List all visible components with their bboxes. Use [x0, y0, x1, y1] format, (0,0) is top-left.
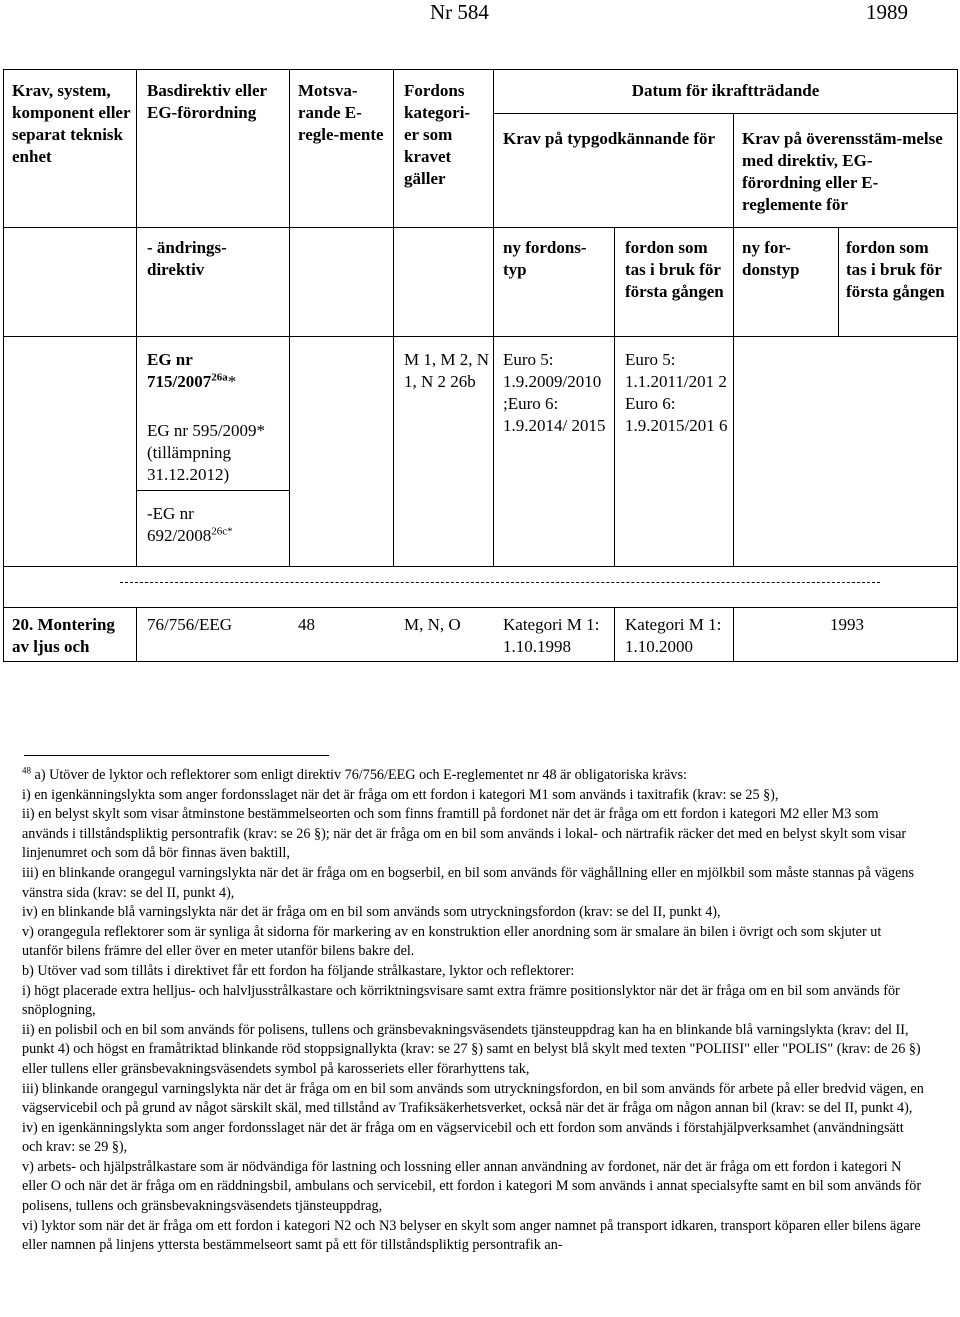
- row20-label: 20. Montering av ljus och: [12, 615, 115, 656]
- eg-fordonskategorier: M 1, M 2, N 1, N 2 26b: [404, 350, 490, 391]
- footnote-separator: [24, 755, 329, 756]
- footnote-paragraph: ii) en polisbil och en bil som används för polisens, tullens och gränsbevakningsväsendets tjänsteuppdrag kan ha en blinkande blå varningslykta (krav: del II, punkt 4) och högst en framåtriktad blinkande röd stoppsignallykta (krav: se 27 §) samt en belyst blå skylt med texten "POLIISI" eller "POLIS" (krav: de 26 §) eller tullens eller gränsbevakningsväsendets symbol på karosseriets eller förarhyttens tak,: [22, 1021, 921, 1077]
- footnote-paragraph: b) Utöver vad som tillåts i direktivet får ett fordon ha följande strålkastare, lyktor och reflektorer:: [22, 962, 575, 979]
- header-krav-system: Krav, system, komponent eller separat teknisk enhet: [12, 81, 131, 166]
- footnote-paragraph: i) högt placerade extra helljus- och halvljusstrålkastare och körriktningsvisare samt extra främre positionslyktor när det är fråga om en bil som används för snöplogning,: [22, 982, 900, 1019]
- row20-reglemente: 48: [298, 615, 315, 634]
- footnote-paragraph: v) orangegula reflektorer som är synliga åt sidorna för markering av en konstruktion eller anordning som är smalare än bilen i övrigt och som skjuter ut utanför bilens främre del eller över en meter utanför bilens bakre del.: [22, 923, 882, 960]
- page-number: Nr 584: [430, 0, 489, 24]
- subheader-fordon-forsta-gangen-overensstammelse: fordon som tas i bruk för första gången: [846, 238, 945, 301]
- header-datum-for-ikrafttradande: Datum för ikraftträdande: [631, 81, 820, 100]
- header-krav-overensstammelse: Krav på överensstäm-melse med direktiv, EG-förordning eller E-reglemente för: [742, 129, 943, 214]
- eg-datum-typgodkannande: Euro 5: 1.9.2009/2010 ;Euro 6: 1.9.2014/ 2015: [503, 350, 606, 435]
- subheader-ny-fordonstyp-overensstammelse: ny for-donstyp: [742, 238, 800, 279]
- row20-datum-forsta-gangen: Kategori M 1: 1.10.2000: [625, 615, 722, 656]
- table-break-dashed-line: [120, 582, 880, 583]
- header-motsvarande-e-reglemente: Motsva-rande E-regle-mente: [298, 81, 384, 144]
- eg-datum-forsta-gangen: Euro 5: 1.1.2011/201 2 Euro 6: 1.9.2015/201 6: [625, 350, 728, 435]
- subheader-ny-fordonstyp-typgodkannande: ny fordons-typ: [503, 238, 587, 279]
- eg-692-2008: -EG nr $692/2008^{26c*}$: [147, 504, 233, 545]
- eg-595-2009: EG nr 595/2009* (tillämpning 31.12.2012): [147, 421, 266, 484]
- footnote-paragraph: v) arbets- och hjälpstrålkastare som är nödvändiga för lastning och lossning eller annan användning av fordonet, när det är fråga om ett fordon i kategori N eller O och när det är fråga om en räddningsbil, ambulans och servicebil, ett fordon i kategori M som används i annat specialsyfte samt en bil som används för polisens, tullens och gränsbevakningsväsendets tjänsteuppdrag,: [22, 1158, 922, 1215]
- row20-datum-typgodkannande: Kategori M 1: 1.10.1998: [503, 615, 600, 656]
- header-fordonskategorier: Fordons kategori-er som kravet gäller: [404, 81, 471, 188]
- footnote-marker: 48: [22, 765, 31, 776]
- footnote-paragraph: iv) en igenkänningslykta som anger fordonsslaget när det är fråga om en vägservicebil och ett fordon som används i förstahjälpverksamhet (användningsätt och krav: se 29 §),: [22, 1119, 904, 1156]
- footnote-paragraph: vi) lyktor som när det är fråga om ett fordon i kategori N2 och N3 belyser en skylt som anger namnet på transport idkaren, transport köparen eller bilens ägare eller namnen på linjens yttersta bestämmelseort samt på ett för tillståndspliktig persontrafik an-: [22, 1217, 921, 1254]
- row20-kategorier: M, N, O: [404, 615, 461, 634]
- subheader-fordon-forsta-gangen-typgodkannande: fordon som tas i bruk för första gången: [625, 238, 724, 301]
- footnote-paragraph: ii) en belyst skylt som visar åtminstone bestämmelseorten och som finns framtill på fordonet när det är fråga om ett fordon i kategori M2 eller M3 som används i tillståndspliktig persontrafik (krav: se 26 §); när det är fråga om en bil som används i lokal- och närtrafik räcker det med en belyst skylt som visar linjenumret och som då bör finnas även baktill,: [22, 806, 907, 862]
- page-year: 1989: [866, 0, 908, 24]
- footnote-paragraph: $^{48}$ a) Utöver de lyktor och reflektorer som enligt direktiv 76/756/EEG och E-reglementet nr 48 är obligatoriska krävs:: [22, 765, 687, 783]
- footnote-paragraph: i) en igenkänningslykta som anger fordonsslaget när det är fråga om ett fordon i kategori M1 som används i taxitrafik (krav: se 25 §),: [22, 786, 779, 803]
- footnote: [22, 766, 924, 1256]
- header-basdirektiv: Basdirektiv eller EG-förordning: [147, 81, 267, 122]
- header-krav-typgodkannande: Krav på typgodkännande för: [503, 129, 716, 148]
- footnote-paragraph: iii) en blinkande orangegul varningslykta när det är fråga om en bogserbil, en bil som används för väghållning eller en mjölkbil som måste stannas på vägens vänstra sida (krav: se del II, punkt 4),: [22, 864, 914, 901]
- footnote-paragraph: iii) blinkande orangegul varningslykta när det är fråga om en bil som används som utryckningsfordon, en bil som används för arbete på eller bredvid vägen, en vägservicebil och på grund av något särskilt skäl, med tillstånd av Trafiksäkerhetsverket, också när det är fråga om någon annan bil (krav: se del II, punkt 4),: [22, 1080, 924, 1117]
- footnote-paragraph: iv) en blinkande blå varningslykta när det är fråga om en bil som används som utryckningsfordon (krav: se del II, punkt 4),: [22, 904, 721, 921]
- eg-715-2007: EG nr $715/2007^{26a}*$: [147, 350, 237, 391]
- row20-overensstammelse: 1993: [830, 615, 864, 634]
- row20-direktiv: 76/756/EEG: [147, 615, 232, 634]
- subheader-andringsdirektiv: - ändrings-direktiv: [147, 238, 227, 279]
